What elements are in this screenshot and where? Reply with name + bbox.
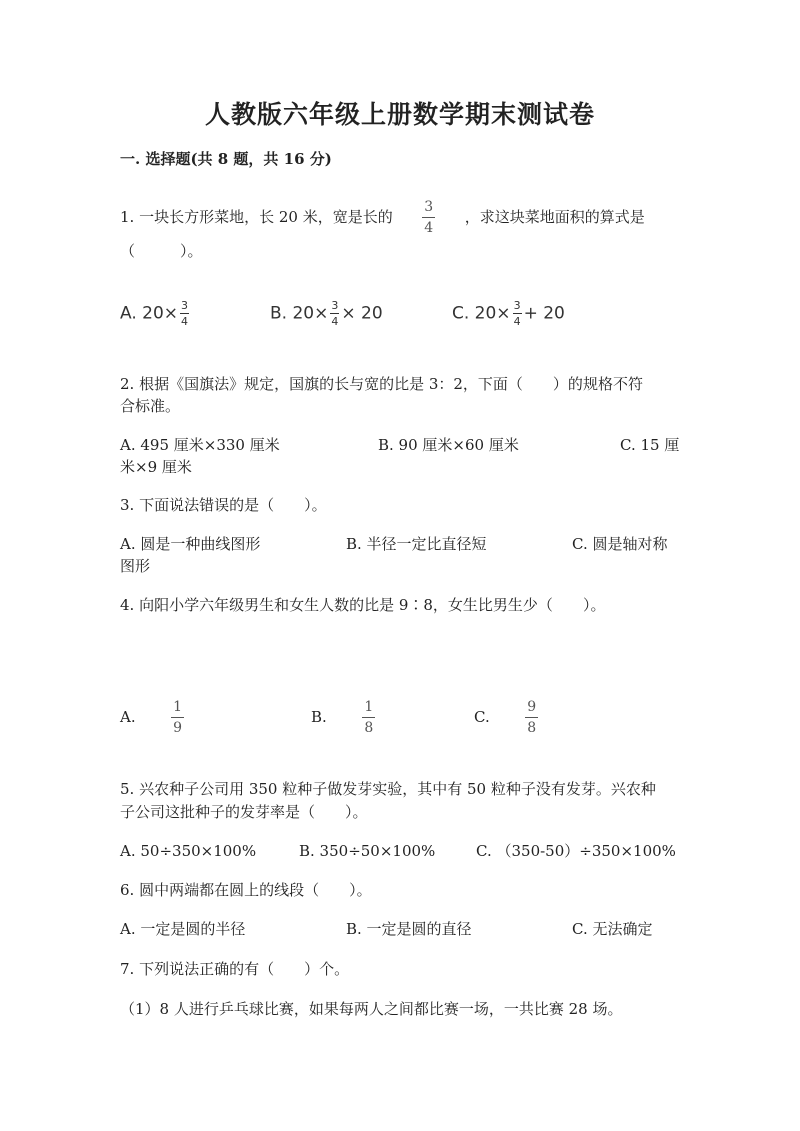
- question-3-option-a: A. 圆是一种曲线图形: [120, 535, 261, 553]
- question-1-text-a: 1. 一块长方形菜地，长 20 米，宽是长的: [120, 208, 393, 226]
- question-6-option-b: B. 一定是圆的直径: [346, 920, 472, 938]
- question-2-option-a: A. 495 厘米×330 厘米: [120, 436, 280, 454]
- question-5-line-2: 子公司这批种子的发芽率是（ ）。: [120, 803, 368, 821]
- question-3-line-1: 3. 下面说法错误的是（ ）。: [120, 496, 327, 514]
- question-3-option-c-wrap: 图形: [120, 557, 151, 575]
- question-2-option-c-wrap: 米×9 厘米: [120, 458, 192, 476]
- question-2-option-b: B. 90 厘米×60 厘米: [378, 436, 519, 454]
- question-1-paren: （ ）。: [120, 242, 203, 260]
- question-7-line-1: 7. 下列说法正确的有（ ）个。: [120, 960, 350, 978]
- question-3-option-c: C. 圆是轴对称: [572, 535, 668, 553]
- question-1-option-b: B. 20× $\frac{3}{4}$ × 20: [270, 299, 383, 328]
- question-1: [120, 200, 645, 235]
- question-2-option-c: C. 15 厘: [620, 436, 680, 454]
- question-3-option-b: B. 半径一定比直径短: [346, 535, 487, 553]
- question-4-option-b: B. $\frac{1}{8}$: [311, 699, 374, 736]
- question-5-option-b: B. 350÷50×100%: [299, 842, 436, 860]
- question-1-text-b: ，求这块菜地面积的算式是: [464, 208, 645, 226]
- question-1-fraction: $\frac{3}{4}$: [424, 199, 434, 236]
- question-4-line-1: 4. 向阳小学六年级男生和女生人数的比是 9∶8，女生比男生少（ ）。: [120, 596, 606, 614]
- question-6-option-c: C. 无法确定: [572, 920, 653, 938]
- question-1-option-a: A. 20× $\frac{3}{4}$: [120, 299, 189, 328]
- question-5-line-1: 5. 兴农种子公司用 350 粒种子做发芽实验，其中有 50 粒种子没有发芽。兴农种: [120, 780, 656, 798]
- question-6-option-a: A. 一定是圆的半径: [120, 920, 246, 938]
- page-title: 人教版六年级上册数学期末测试卷: [204, 100, 595, 129]
- question-4-option-c: C. $\frac{9}{8}$: [474, 699, 537, 736]
- question-4-option-a: A. $\frac{1}{9}$: [120, 699, 183, 736]
- question-5-option-a: A. 50÷350×100%: [120, 842, 257, 860]
- section-heading: 一. 选择题(共 8 题，共 16 分): [120, 150, 332, 168]
- question-6-line-1: 6. 圆中两端都在圆上的线段（ ）。: [120, 881, 372, 899]
- question-2-line-2: 合标准。: [120, 397, 181, 415]
- question-5-option-c: C. （350-50）÷350×100%: [476, 842, 676, 860]
- question-1-option-c: C. 20× $\frac{3}{4}$ + 20: [452, 299, 565, 328]
- question-7-sub-1: （1）8 人进行乒乓球比赛，如果每两人之间都比赛一场，一共比赛 28 场。: [120, 1000, 623, 1018]
- question-2-line-1: 2. 根据《国旗法》规定，国旗的长与宽的比是 3：2，下面（ ）的规格不符: [120, 375, 643, 393]
